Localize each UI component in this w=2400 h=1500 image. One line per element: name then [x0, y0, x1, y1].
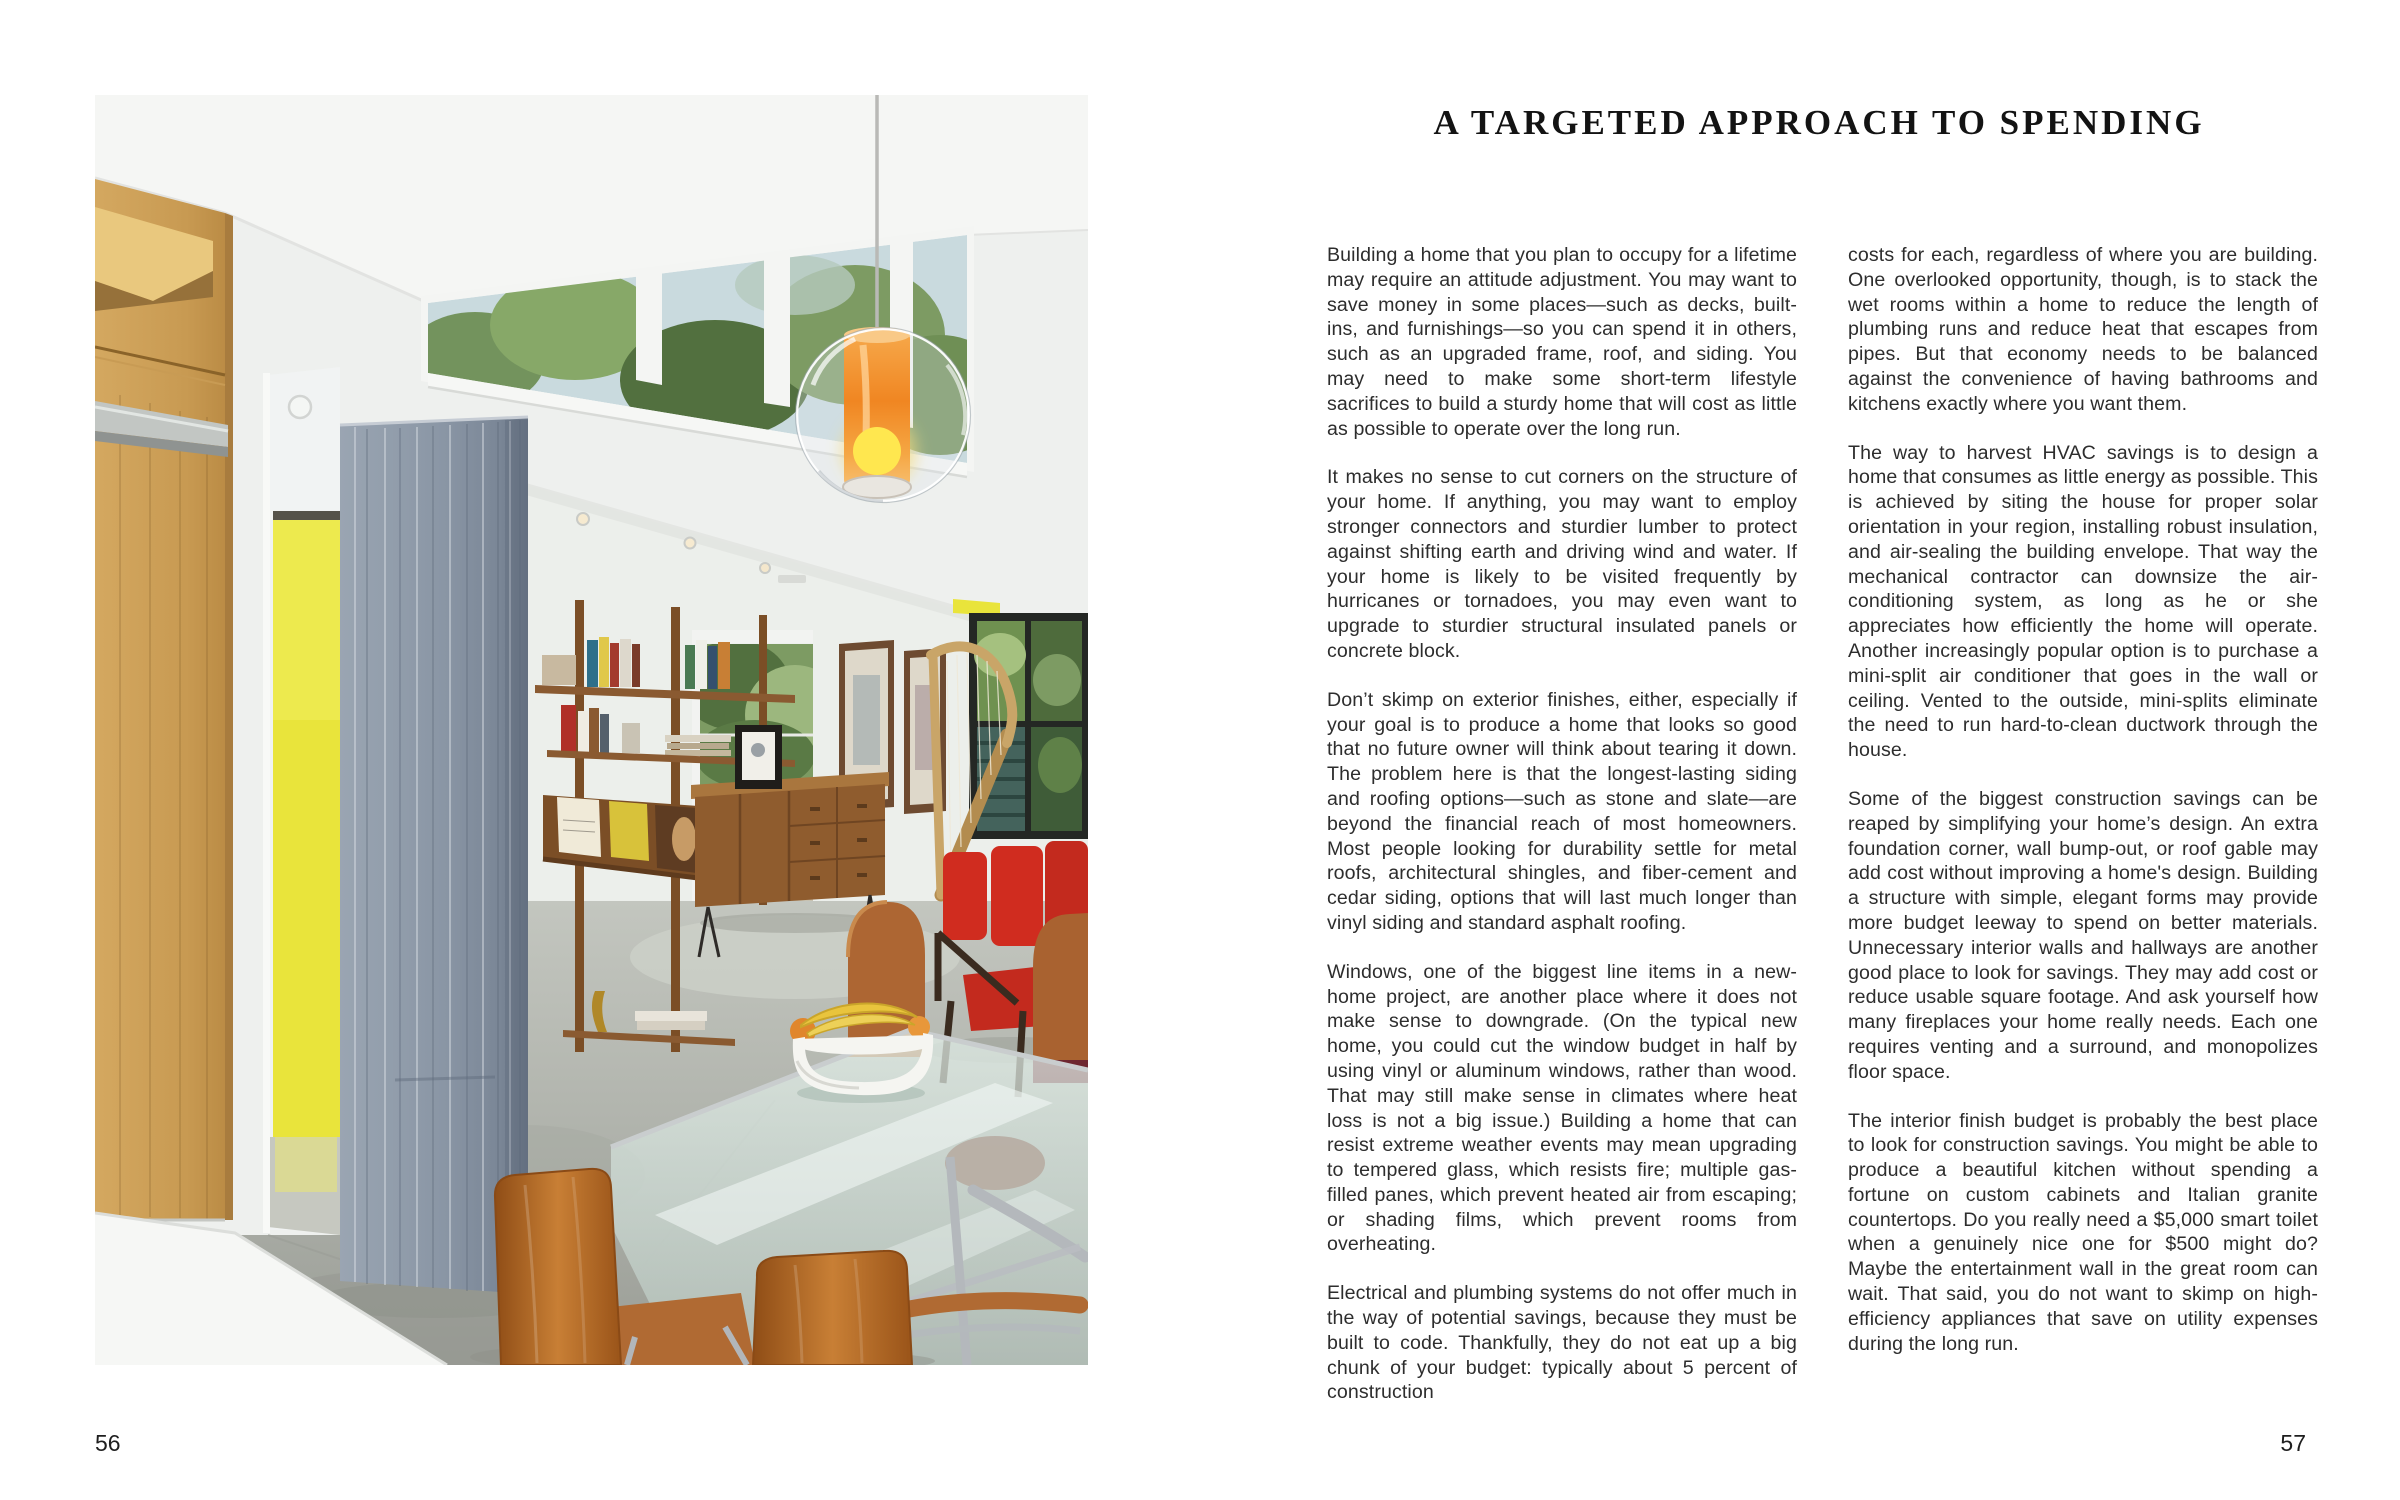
small-framed-photo	[735, 725, 782, 789]
page-number-left: 56	[95, 1430, 121, 1456]
recessed-light	[577, 513, 589, 525]
gray-volume	[340, 417, 528, 1294]
body-paragraph: The way to harvest HVAC savings is to design a home that consumes as little energy as possible. This is achieved by siting the house for proper solar orientation in your region, installing robust insulation, and air-sealing the building envelope. That way the mechanical contractor can downsize the air-conditioning system, as long as he or she appreciates how efficiently the home will operate. Another increasingly popular option is to purchase a mini-split air conditioner that goes in the wall or ceiling. Vented to the outside, mini-splits eliminate the need to run hard-to-clean ductwork through the house.	[1848, 441, 2318, 762]
body-paragraph: costs for each, regardless of where you are building. One overlooked opportunity, though, is to stack the wet rooms within a home to reduce the length of plumbing runs and reduce heat that escapes from pipes. But that economy needs to be balanced against the convenience of having bathrooms and kitchens exactly where you want them.	[1848, 244, 2318, 415]
body-paragraph: Some of the biggest construction savings can be reaped by simplifying your home’s design. An extra foundation corner, wall bump-out, or roof gable may add cost without improving a home's design. Building a structure with simple, elegant forms may provide more budget leeway to spend on better materials. Unnecessary interior walls and hallways are another good place to look for savings. They may add cost or reduce usable square footage. And ask yourself how many fireplaces your home really needs. Each one requires venting and a surround, and monopolizes floor space.	[1848, 787, 2318, 1083]
body-paragraph: Windows, one of the biggest line items in a new-home project, are another place where it does not make sense to downgrade. (On the typical new home, you could cut the window budget in half by using vinyl or aluminum windows, rather than wood. That may still make sense in climates where heat loss is not a big issue.) Building a home that can resist extreme weather events may mean upgrading to tempered glass, which resists fire; multiple gas-filled panes, which prevent heated air from escaping; or shading films, which prevent rooms from overheating.	[1327, 960, 1797, 1256]
window-mullion	[764, 256, 790, 407]
ceiling-vent	[778, 575, 806, 583]
body-paragraph: The interior finish budget is probably the best place to look for construction savings. You might be able to produce a beautiful kitchen without spending a fortune on custom cabinets and Italian granite countertops. Do you really need a $5,000 smart toilet when a genuinely nice one for $500 might do? Maybe the entertainment wall in the great room can wait. That said, you do not want to skimp on high-efficiency appliances that save on utility expenses during the long run.	[1848, 1109, 2318, 1355]
chair-back	[495, 1169, 621, 1365]
body-paragraph: It makes no sense to cut corners on the structure of your home. If anything, you may want to employ stronger connectors and sturdier lumber to protect against shifting earth and driving wind and water. If your home is likely to be visited frequently by hurricanes or tornadoes, you may even want to upgrade to sturdier structural insulated panels or concrete block.	[1327, 466, 1797, 662]
oak-wood-panel	[95, 179, 233, 1220]
recessed-light	[760, 563, 770, 573]
seat-through-glass	[945, 1136, 1045, 1190]
yellow-floor-reflection	[275, 1137, 337, 1192]
body-paragraph: Electrical and plumbing systems do not offer much in the way of potential savings, because they must be built to code. Thankfully, they do not eat up a big chunk of your budget: typically about 5 percent of construction	[1327, 1282, 1797, 1404]
page-title: A TARGETED APPROACH TO SPENDING	[1433, 103, 2205, 143]
text-column-left	[1327, 243, 1797, 1429]
window-mullion	[636, 272, 662, 385]
body-paragraph: Don’t skimp on exterior finishes, either, especially if your goal is to produce a home that looks so good that no future owner will think about tearing it down. The problem here is that the longest-lasting siding and roofing options—such as stone and slate—are beyond the financial reach of most homeowners. Most people looking for durability settle for metal roofs, architectural shingles, and fiber-cement and cedar siding, options that will last much longer than vinyl siding and standard asphalt roofing.	[1327, 688, 1797, 934]
page-number-right: 57	[2280, 1430, 2306, 1456]
ceiling-speaker	[289, 396, 311, 418]
interior-photo	[95, 95, 1088, 1365]
body-paragraph: Building a home that you plan to occupy for a lifetime may require an attitude adjustment. You may want to save money in some places—such as decks, built-ins, and furnishings—so you can spend it in others, such as an upgraded frame, roof, and siding. You may need to make some short-term lifestyle sacrifices to build a sturdy home that will cost as little as possible to operate over the long run.	[1327, 244, 1797, 440]
recessed-light	[685, 538, 696, 549]
text-column-right	[1848, 243, 2318, 1380]
chair-back	[753, 1251, 912, 1365]
hallway-opening	[263, 367, 340, 1235]
